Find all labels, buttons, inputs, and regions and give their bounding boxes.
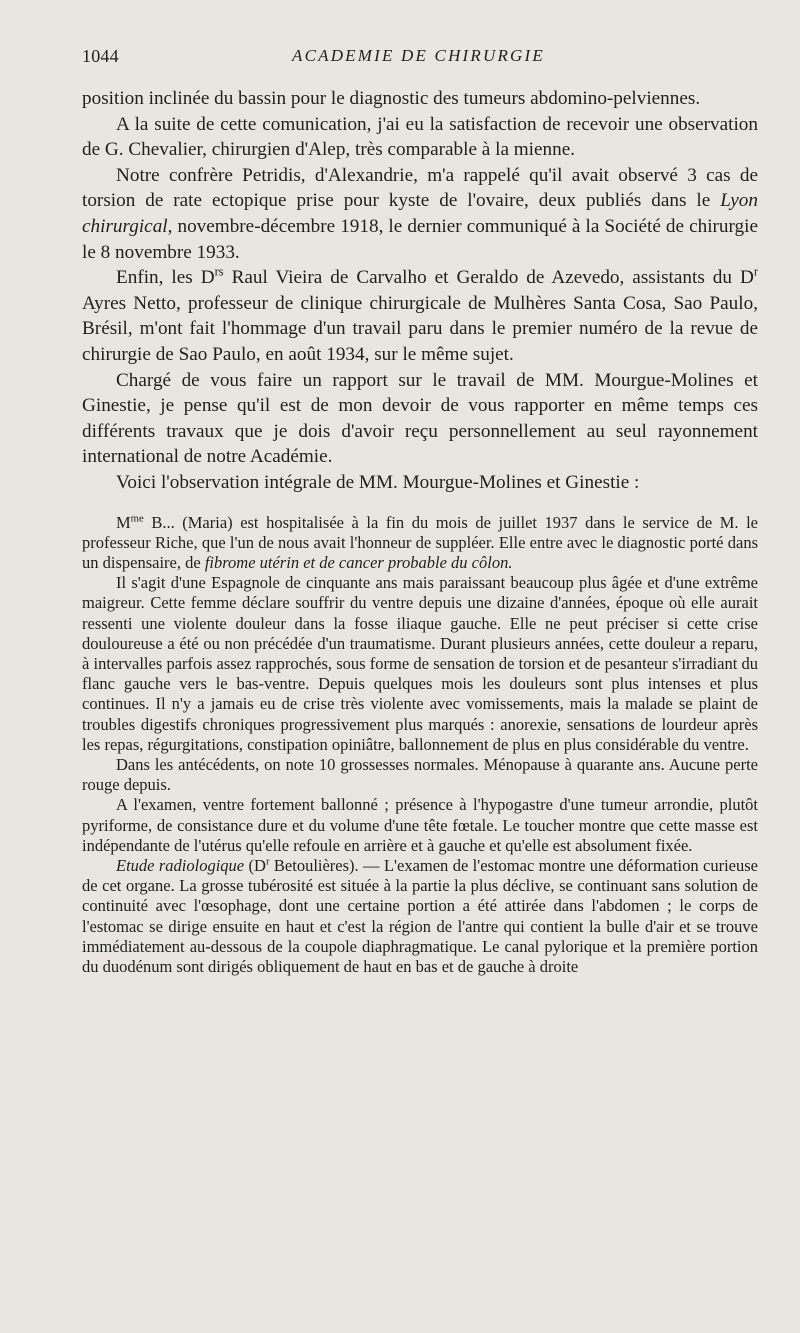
- main-text: [82, 86, 758, 496]
- observation-5-mid-1: (D: [244, 855, 266, 875]
- paragraph-4: [82, 265, 758, 367]
- paragraph-3: [82, 163, 758, 265]
- observation-5-mid-2: Betoulières). — L'examen de l'estomac montre une déformation curieuse de cet organe. La grosse tubérosité est située à la partie la plus déclive, se continuant sans solution de continuité avec l'œsophage, dont une certaine portion a été attirée dans l'abdomen ; le corps de l'estomac se dirige ensuite en haut et c'est la région de l'antre qui contient la bulle d'air et se trouve immédiatement au-dessous de la coupole diaphragmatique. Le canal pylorique et la première portion du duodénum sont dirigés obliquement de haut en bas et de gauche à droite: [82, 855, 758, 976]
- observation-paragraph-3: [82, 755, 758, 795]
- observation-paragraph-4: [82, 795, 758, 856]
- paragraph-4-part-2: Raul Vieira de Carvalho et Geraldo de Azevedo, assistants du D: [223, 267, 754, 289]
- observation-paragraph-2: [82, 573, 758, 755]
- observation-1-main: B... (Maria) est hospitalisée à la fin du mois de juillet 1937 dans le service de M. le professeur Riche, que l'un de nous avait l'honneur de suppléer. Elle entre avec le diagnostic porté dans un dispensaire, de: [82, 512, 758, 572]
- paragraph-5-text: Chargé de vous faire un rapport sur le travail de MM. Mourgue-Molines et Ginestie, je pense qu'il est de mon devoir de vous rapporter en même temps ces différents travaux que je dois d'avoir reçu personnellement au seul rayonnement international de notre Académie.: [82, 369, 758, 468]
- observation-paragraph-5: [82, 856, 758, 977]
- diagnosis-text: fibrome utérin et de cancer probable du côlon.: [204, 552, 513, 572]
- observation-paragraph-1: [82, 513, 758, 574]
- paragraph-6: [82, 470, 758, 496]
- paragraph-1: [82, 86, 758, 112]
- paragraph-3-suffix: , novembre-décembre 1918, le dernier communiqué à la Société de chirurgie le 8 novembre 1933.: [82, 215, 758, 263]
- observation-1-prefix: M: [116, 512, 131, 532]
- observation-4-text: A l'examen, ventre fortement ballonné ; présence à l'hypogastre d'une tumeur arrondie, plutôt pyriforme, de consistance dure et du volume d'une tête fœtale. Le toucher montre que cette masse est indépendante de l'utérus qu'elle refoule en arrière et à gauche et qu'elle est absolument fixée.: [82, 795, 758, 855]
- doctors-abbreviation: rs: [214, 264, 224, 279]
- paragraph-4-part-3: Ayres Netto, professeur de clinique chirurgicale de Mulhères Santa Cosa, Sao Paulo, Brésil, m'ont fait l'hommage d'un travail paru dans le premier numéro de la revue de chirurgie de Sao Paulo, en août 1934, sur le même sujet.: [82, 292, 758, 365]
- paragraph-2: [82, 112, 758, 163]
- page-header: [82, 46, 758, 78]
- journal-title: Lyon chirurgical: [82, 190, 758, 237]
- madame-abbreviation: me: [130, 512, 144, 524]
- running-title: ACADEMIE DE CHIRURGIE: [292, 46, 545, 65]
- radiology-heading: Etude radiologique: [116, 855, 245, 875]
- radiology-doctor-abbreviation: r: [265, 855, 270, 868]
- observation-section: [82, 513, 758, 978]
- paragraph-5: [82, 368, 758, 470]
- paragraph-2-text: A la suite de cette comunication, j'ai eu la satisfaction de recevoir une observation de G. Chevalier, chirurgien d'Alep, très comparable à la mienne.: [82, 113, 758, 161]
- doctor-abbreviation: r: [753, 264, 758, 279]
- page-number: 1044: [82, 46, 119, 66]
- observation-2-text: Il s'agit d'une Espagnole de cinquante ans mais paraissant beaucoup plus âgée et d'une extrême maigreur. Cette femme déclare souffrir du ventre depuis une dizaine d'années, époque où elle aurait ressenti une violente douleur dans la fosse iliaque gauche. Elle ne peut préciser si cette crise douloureuse a été ou non précédée d'un traumatisme. Durant plusieurs années, cette douleur a reparu, à intervalles parfois assez rapprochés, sous forme de sensation de torsion et de pesanteur s'irradiant du flanc gauche vers le bas-ventre. Depuis quelques mois les douleurs sont plus intenses et plus continues. Il n'y a jamais eu de crise très violente avec vomissements, mais la malade se plaint de troubles digestifs chroniques progressivement plus marqués : anorexie, sensations de lourdeur après les repas, régurgitations, constipation opiniâtre, ballonnement de plus en plus considérable du ventre.: [82, 573, 758, 754]
- paragraph-4-part-1: Enfin, les D: [116, 267, 215, 289]
- paragraph-6-text: Voici l'observation intégrale de MM. Mourgue-Molines et Ginestie :: [116, 471, 640, 493]
- observation-3-text: Dans les antécédents, on note 10 grossesses normales. Ménopause à quarante ans. Aucune perte rouge depuis.: [82, 754, 758, 795]
- paragraph-1-text: position inclinée du bassin pour le diagnostic des tumeurs abdomino-pelviennes.: [82, 88, 701, 109]
- paragraph-3-prefix: Notre confrère Petridis, d'Alexandrie, m'a rappelé qu'il avait observé 3 cas de torsion de rate ectopique prise pour kyste de l'ovaire, deux publiés dans le: [82, 164, 758, 212]
